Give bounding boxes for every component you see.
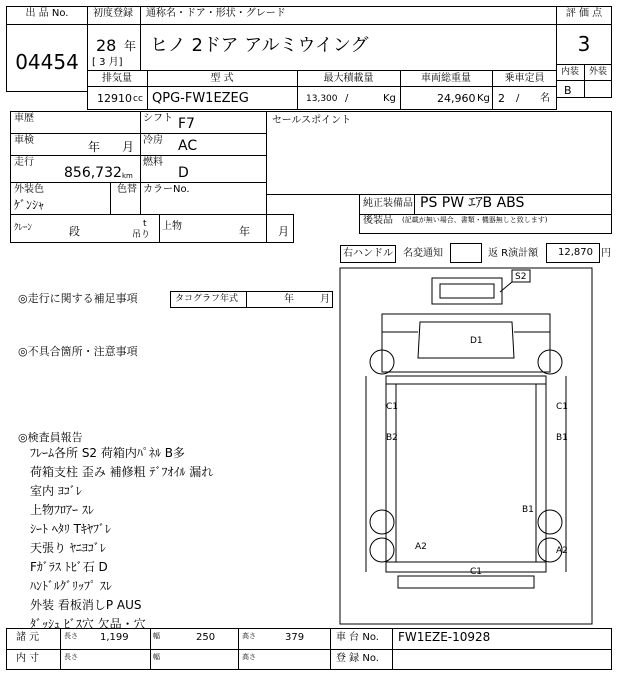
max-load: 13,300 [306,94,338,104]
inspector-line: 天張り ﾔﾆﾖｺﾞﾚ [30,541,106,555]
shift-label: シフト [143,113,173,124]
capacity-unit: 名 [540,93,550,104]
mileage-unit: km [122,172,133,180]
model: QPG-FW1EZEG [152,91,249,106]
max-load-label: 最大積載量 [323,73,374,84]
name-change-box [450,243,482,263]
inspection-label: 車検 [14,135,34,146]
mark-b1-front: B1 [522,505,534,515]
crane-ton: t [143,219,147,229]
upper-year: 年 [239,225,250,238]
max-load-unit: Kg [383,93,396,104]
car-name-label: 通称名・ドア・形状・グレード [146,8,286,19]
standard-equipment: PS PW ｴｱB ABS [420,195,525,211]
car-name: ヒノ 2ドア アルミウイング [150,35,369,56]
inspector-line: 荷箱支柱 歪み 補修粗 ﾃﾞﾌｵｲﾙ 漏れ [30,465,214,479]
gross-weight-unit: Kg [477,93,490,104]
inspector-line: ｼｰﾄ ﾍﾀﾘ Tｷﾔﾌﾞﾚ [30,522,111,536]
upper-label: 上物 [162,221,182,232]
inspection-month: 月 [122,140,135,154]
name-change-label: 名変通知 [403,248,443,259]
inspector-line: Fｶﾞﾗｽ ﾄﾋﾞ石 D [30,560,108,574]
mark-s2: S2 [515,272,527,282]
height-value: 379 [285,632,305,643]
color-label: 外装色 [14,184,44,195]
inspector-report-label: ◎検査員報告 [18,431,83,444]
standard-equipment-label: 純正装備品 [363,198,413,209]
color-change-label: 色替 [117,184,137,195]
odometer-value: 12,870 [558,247,593,258]
color-value: ｹﾞﾝｼｬ [14,198,45,212]
mark-b2: B2 [386,433,398,443]
tacho-label: タコグラフ年式 [175,294,239,304]
exterior-grade-label: 外装 [588,67,607,77]
gross-weight-label: 車両総重量 [421,73,471,84]
fuel-value: D [178,165,189,181]
height-label: 高さ [242,632,256,640]
width-value: 250 [196,632,216,643]
odometer-unit: 円 [601,248,611,259]
right-hand-drive: 右ハンドル [343,248,393,259]
crane-label: ｸﾚｰﾝ [14,223,33,233]
odometer-label: 返 R演計額 [488,248,539,259]
inspector-line: 上物ﾌﾛｱｰ ｽﾚ [30,503,94,517]
defects-label: ◎不具合箇所・注意事項 [18,345,138,358]
aftermarket-label: 後装品 [363,215,393,226]
inspector-line: ﾊﾝﾄﾞﾙｸﾞﾘｯﾌﾟ ｽﾚ [30,579,112,593]
inner-dims-label: 内 寸 [16,653,40,664]
aftermarket-note: (記載が無い場合、書類・機器無しと致します) [402,216,548,224]
year-unit: 年 [124,39,137,53]
registration-number-label: 登 録 No. [336,653,379,664]
upper-month: 月 [278,225,289,238]
interior-grade-label: 内装 [560,67,579,77]
crane-steps: 段 [69,225,80,238]
driving-notes-label: ◎走行に関する補足事項 [18,292,138,305]
inspector-line: ﾌﾚｰﾑ各所 S2 荷箱内ﾊﾟﾈﾙ B多 [30,446,185,460]
mileage-value: 856,732 [64,165,122,181]
mark-c1-bottom: C1 [470,567,483,577]
length-value: 1,199 [100,632,129,643]
tacho-month: 月 [320,294,330,305]
ac-value: AC [178,138,198,154]
inspector-line: ﾀﾞｯｼｭ ﾋﾞｽ穴 欠品・穴 [30,617,146,631]
fuel-label: 燃料 [143,157,163,168]
lot-number: 04454 [15,50,79,74]
inspection-year: 年 [88,140,101,154]
first-reg-year: 28 [96,36,117,55]
capacity-label: 乗車定員 [504,73,545,84]
sales-point-label: セールスポイント [272,115,352,126]
grade-value: 3 [577,32,591,56]
history-label: 車歴 [14,113,34,124]
inner-length-label: 長さ [64,653,78,661]
displacement-label: 排気量 [102,73,132,84]
inner-height-label: 高さ [242,653,256,661]
color-code-label: カラーNo. [143,184,190,195]
chassis-number: FW1EZE-10928 [398,630,491,644]
mark-c1-left: C1 [386,402,399,412]
inner-width-label: 幅 [153,653,160,661]
inspector-line: 室内 ﾖｺﾞﾚ [30,484,82,498]
width-label: 幅 [153,632,160,640]
displacement: 12910 [97,92,132,105]
mark-a2-right: A2 [556,546,568,556]
mark-c1-right: C1 [556,402,569,412]
inspector-line: 外装 看板消しP AUS [30,598,142,612]
mileage-label: 走行 [14,157,34,168]
model-label: 型 式 [210,73,234,84]
mark-a2-left: A2 [415,542,427,552]
first-reg-label: 初度登録 [93,8,133,19]
tacho-year: 年 [284,294,294,305]
capacity-sep: / [516,93,520,104]
capacity: 2 [498,92,505,105]
interior-grade: B [564,84,572,97]
mark-b1-right: B1 [556,433,568,443]
gross-weight: 24,960 [437,92,476,105]
grade-label: 評 価 点 [565,8,603,19]
first-reg-month: [ 3 月] [92,57,123,68]
max-load-sep: / [345,93,349,104]
chassis-label: 車 台 No. [336,632,379,643]
displacement-unit: cc [133,94,143,104]
lot-number-label: 出 品 No. [25,8,69,19]
shift-value: F7 [178,116,195,132]
length-label: 長さ [64,632,78,640]
dims-label: 諸 元 [16,632,40,643]
ac-label: 冷房 [143,135,163,146]
truck-diagram [338,266,594,626]
mark-d1: D1 [470,336,483,346]
crane-hook: 吊り [132,230,151,240]
